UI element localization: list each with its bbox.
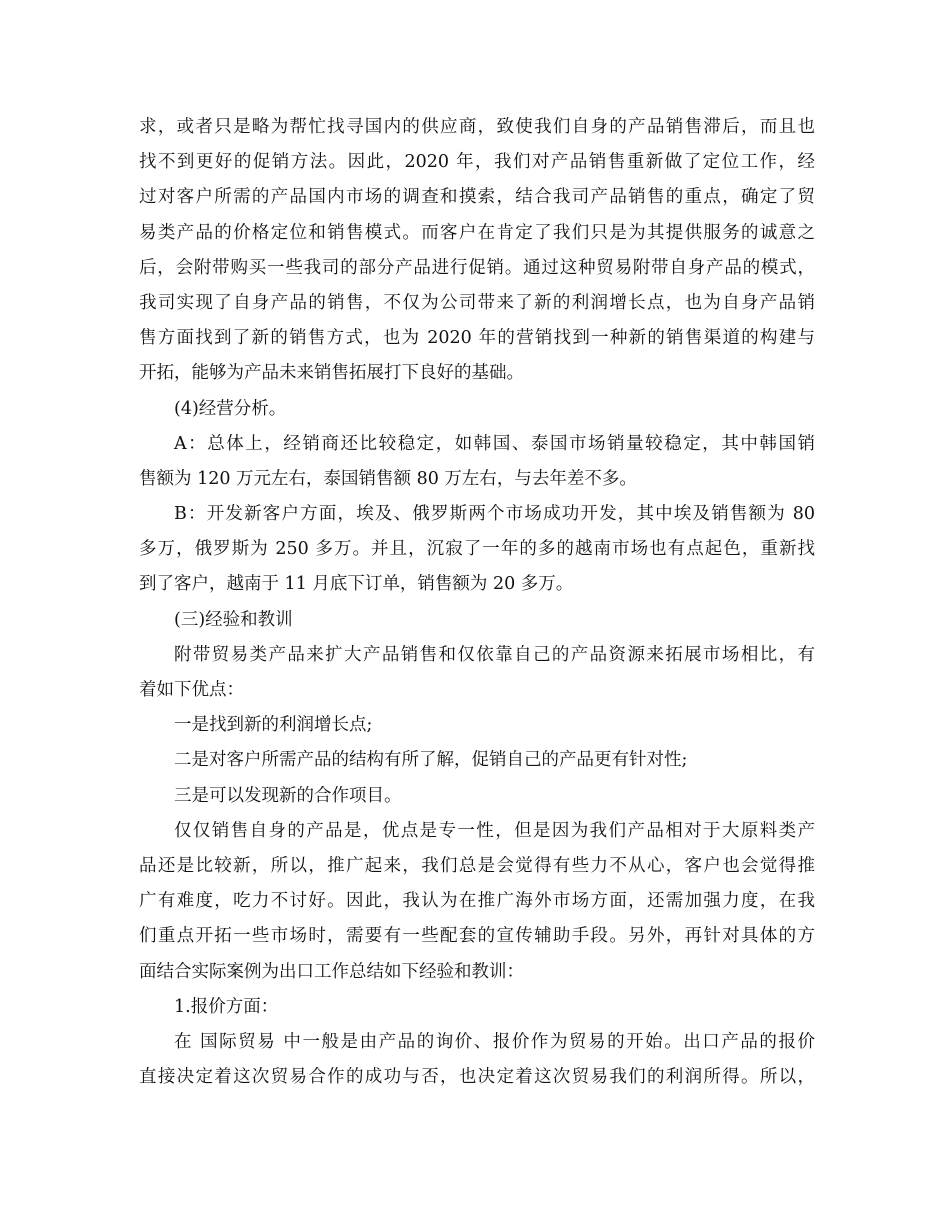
text-line: 仅仅销售自身的产品是，优点是专一性，但是因为我们产品相对于大原料类产 (174, 820, 815, 841)
text-line: 找不到更好的促销方法。因此，2020 年，我们对产品销售重新做了定位工作，经 (139, 152, 815, 173)
text-line: 售额为 120 万元左右，泰国销售额 80 万左右，与去年差不多。 (139, 468, 637, 489)
text-line: (三)经验和教训 (174, 609, 293, 630)
text-line: 着如下优点： (139, 680, 244, 700)
text-line: 面结合实际案例为出口工作总结如下经验和教训： (139, 961, 524, 982)
text-line: 们重点开拓一些市场时，需要有一些配套的宣传辅助手段。另外，再针对具体的方 (139, 926, 815, 947)
text-line: 一是找到新的利润增长点; (174, 715, 373, 736)
text-line: B：开发新客户方面，埃及、俄罗斯两个市场成功开发，其中埃及销售额为 80 (174, 504, 815, 525)
text-line: 我司实现了自身产品的销售，不仅为公司带来了新的利润增长点，也为自身产品销 (139, 292, 815, 313)
text-line: 到了客户，越南于 11 月底下订单，销售额为 20 多万。 (139, 574, 574, 595)
text-line: A：总体上，经销商还比较稳定，如韩国、泰国市场销量较稳定，其中韩国销 (174, 433, 815, 454)
text-line: 求，或者只是略为帮忙找寻国内的供应商，致使我们自身的产品销售滞后，而且也 (139, 117, 815, 137)
text-line: 直接决定着这次贸易合作的成功与否，也决定着这次贸易我们的利润所得。所以， (139, 1067, 815, 1088)
text-line: 易类产品的价格定位和销售模式。而客户在肯定了我们只是为其提供服务的诚意之 (139, 222, 815, 243)
text-line: 二是对客户所需产品的结构有所了解，促销自己的产品更有针对性; (174, 750, 688, 771)
text-line: 1.报价方面： (174, 996, 279, 1017)
text-line: (4)经营分析。 (174, 398, 287, 419)
text-line: 在 国际贸易 中一般是由产品的询价、报价作为贸易的开始。出口产品的报价 (174, 1031, 815, 1052)
text-line: 广有难度，吃力不讨好。因此，我认为在推广海外市场方面，还需加强力度，在我 (139, 891, 815, 912)
document-body (139, 110, 815, 1095)
text-line: 多万，俄罗斯为 250 多万。并且，沉寂了一年的多的越南市场也有点起色，重新找 (139, 539, 815, 560)
text-line: 售方面找到了新的销售方式，也为 2020 年的营销找到一种新的销售渠道的构建与 (139, 328, 815, 349)
text-line: 开拓，能够为产品未来销售拓展打下良好的基础。 (139, 363, 524, 384)
text-line: 后，会附带购买一些我司的部分产品进行促销。通过这种贸易附带自身产品的模式， (139, 257, 815, 278)
text-line: 品还是比较新，所以，推广起来，我们总是会觉得有些力不从心，客户也会觉得推 (139, 855, 815, 876)
text-line: 三是可以发现新的合作项目。 (174, 785, 402, 806)
text-line: 附带贸易类产品来扩大产品销售和仅依靠自己的产品资源来拓展市场相比，有 (174, 644, 815, 665)
text-line: 过对客户所需的产品国内市场的调查和摸索，结合我司产品销售的重点，确定了贸 (139, 187, 815, 208)
